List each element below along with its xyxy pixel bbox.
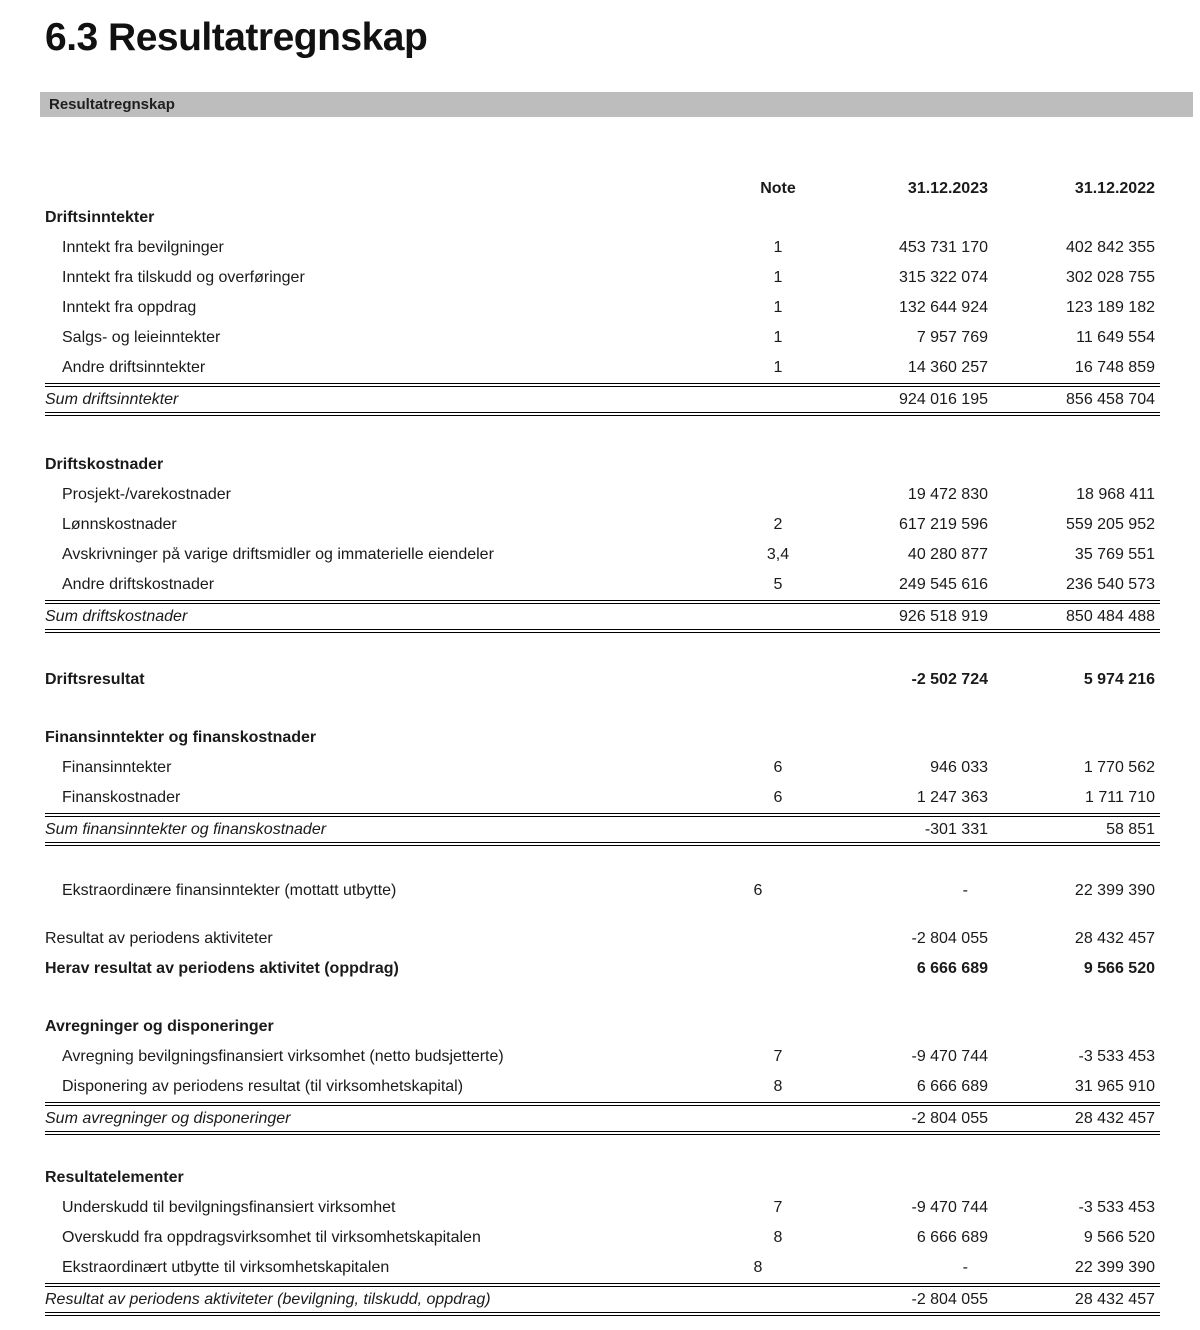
value-2022-cell: 28 432 457 xyxy=(1074,1109,1155,1127)
row-spacer xyxy=(45,1135,1160,1163)
row-label: Salgs- og leieinntekter xyxy=(62,330,221,346)
table-row xyxy=(45,924,1160,954)
value-2023-cell: -2 804 055 xyxy=(911,1109,988,1127)
row-label: Resultat av periodens aktiviteter xyxy=(45,931,273,947)
table-row xyxy=(45,233,1160,263)
value-2023-cell: -9 470 744 xyxy=(911,1199,988,1216)
row-spacer xyxy=(45,846,1160,876)
table-row xyxy=(45,813,1160,846)
note-cell: 1 xyxy=(773,239,783,256)
table-row xyxy=(45,293,1160,323)
note-cell: 7 xyxy=(773,1199,783,1216)
value-2022-cell: 123 189 182 xyxy=(1066,299,1155,316)
value-2023-cell: 617 219 596 xyxy=(899,516,988,533)
table-row xyxy=(45,1072,1160,1102)
table-row xyxy=(45,540,1160,570)
table-row xyxy=(45,570,1160,600)
value-2023-cell: -2 804 055 xyxy=(911,1290,988,1308)
note-cell: 6 xyxy=(753,882,763,899)
row-label: Sum driftskostnader xyxy=(45,608,188,625)
table-row xyxy=(45,1193,1160,1223)
table-row xyxy=(45,1253,1160,1283)
row-label: Ekstraordinære finansinntekter (mottatt utbytte) xyxy=(62,883,397,899)
note-cell: 8 xyxy=(753,1259,763,1276)
row-label: Inntekt fra oppdrag xyxy=(62,300,197,316)
income-statement-table xyxy=(45,175,1160,1316)
row-label: Sum driftsinntekter xyxy=(45,391,179,408)
value-2022-cell: 16 748 859 xyxy=(1074,359,1155,376)
value-2023-cell: 453 731 170 xyxy=(899,239,988,256)
row-label: Avregning bevilgningsfinansiert virksomhet (netto budsjetterte) xyxy=(62,1049,504,1065)
row-spacer xyxy=(45,416,1160,450)
value-2022-cell: 22 399 390 xyxy=(1074,882,1155,899)
table-row xyxy=(45,1163,1160,1193)
note-cell: 8 xyxy=(773,1078,783,1095)
value-2023-cell: 132 644 924 xyxy=(899,299,988,316)
table-row xyxy=(45,1223,1160,1253)
row-label: Driftsresultat xyxy=(45,672,145,688)
row-label: Herav resultat av periodens aktivitet (oppdrag) xyxy=(45,961,399,977)
row-label: Driftsinntekter xyxy=(45,210,155,226)
value-2023-cell: 924 016 195 xyxy=(899,390,988,408)
row-label: Ekstraordinært utbytte til virksomhetskapitalen xyxy=(62,1260,390,1276)
value-2022-cell: 31 965 910 xyxy=(1074,1078,1155,1095)
note-cell: 1 xyxy=(773,329,783,346)
value-2023-cell: 315 322 074 xyxy=(899,269,988,286)
note-cell: 3,4 xyxy=(766,546,790,563)
row-label: Andre driftskostnader xyxy=(62,577,215,593)
note-cell: 8 xyxy=(773,1229,783,1246)
value-2022-cell: 1 711 710 xyxy=(1085,789,1155,806)
note-cell: 6 xyxy=(773,789,783,806)
table-row xyxy=(45,383,1160,416)
value-2022-cell: -3 533 453 xyxy=(1078,1199,1155,1216)
value-2023-cell: 946 033 xyxy=(930,759,988,776)
table-row xyxy=(45,783,1160,813)
value-2022-cell: 9 566 520 xyxy=(1083,960,1155,977)
row-label: Overskudd fra oppdragsvirksomhet til virksomhetskapitalen xyxy=(62,1230,481,1246)
value-2022-cell: 302 028 755 xyxy=(1066,269,1155,286)
table-row xyxy=(45,665,1160,695)
table-row xyxy=(45,480,1160,510)
row-label: Inntekt fra tilskudd og overføringer xyxy=(62,270,305,286)
table-row xyxy=(45,876,1160,906)
value-2023-cell: 14 360 257 xyxy=(907,359,988,376)
table-row xyxy=(45,353,1160,383)
note-cell: 7 xyxy=(773,1048,783,1065)
row-label: Inntekt fra bevilgninger xyxy=(62,240,224,256)
value-2023-cell: 6 666 689 xyxy=(916,1229,988,1246)
row-label: Sum avregninger og disponeringer xyxy=(45,1110,291,1127)
row-label: Avregninger og disponeringer xyxy=(45,1019,274,1035)
column-header-note: Note xyxy=(760,180,796,197)
value-2022-cell: 35 769 551 xyxy=(1074,546,1155,563)
value-2022-cell: 1 770 562 xyxy=(1083,759,1155,776)
row-label: Finanskostnader xyxy=(62,790,181,806)
table-row xyxy=(45,753,1160,783)
row-label: Resultatelementer xyxy=(45,1170,184,1186)
row-label: Andre driftsinntekter xyxy=(62,360,206,376)
row-label: Finansinntekter og finanskostnader xyxy=(45,730,317,746)
value-2022-cell: 28 432 457 xyxy=(1074,930,1155,947)
table-caption-bar xyxy=(40,92,1193,117)
value-2022-cell: 58 851 xyxy=(1106,820,1155,838)
value-2022-cell: 850 484 488 xyxy=(1066,607,1155,625)
note-cell: 6 xyxy=(773,759,783,776)
table-row xyxy=(45,1283,1160,1316)
value-2022-cell: 402 842 355 xyxy=(1066,239,1155,256)
value-2022-cell: 236 540 573 xyxy=(1066,576,1155,593)
row-spacer xyxy=(45,906,1160,924)
table-row xyxy=(45,1042,1160,1072)
table-row xyxy=(45,203,1160,233)
column-header-row xyxy=(45,175,1160,203)
row-label: Underskudd til bevilgningsfinansiert virksomhet xyxy=(62,1200,396,1216)
value-2023-cell: 40 280 877 xyxy=(907,546,988,563)
note-cell: 1 xyxy=(773,299,783,316)
table-row xyxy=(45,263,1160,293)
row-label: Resultat av periodens aktiviteter (bevilgning, tilskudd, oppdrag) xyxy=(45,1291,491,1308)
value-2023-cell: -9 470 744 xyxy=(911,1048,988,1065)
table-row xyxy=(45,723,1160,753)
note-cell: 5 xyxy=(773,576,783,593)
table-caption: Resultatregnskap xyxy=(49,96,175,113)
table-row xyxy=(45,954,1160,984)
note-cell: 2 xyxy=(773,516,783,533)
column-header-2022: 31.12.2022 xyxy=(1074,180,1155,197)
value-2022-cell: 18 968 411 xyxy=(1076,486,1155,503)
value-2023-cell: -301 331 xyxy=(924,820,988,838)
row-label: Finansinntekter xyxy=(62,760,172,776)
note-cell: 1 xyxy=(773,359,783,376)
value-2022-cell: 28 432 457 xyxy=(1074,1290,1155,1308)
row-label: Avskrivninger på varige driftsmidler og immaterielle eiendeler xyxy=(62,547,494,563)
row-spacer xyxy=(45,984,1160,1012)
table-row xyxy=(45,1012,1160,1042)
value-2023-cell: - xyxy=(962,882,968,899)
value-2023-cell: 19 472 830 xyxy=(907,486,988,503)
value-2023-cell: 6 666 689 xyxy=(916,1078,988,1095)
value-2023-cell: 6 666 689 xyxy=(916,960,988,977)
table-row xyxy=(45,600,1160,633)
note-cell: 1 xyxy=(773,269,783,286)
column-header-2023: 31.12.2023 xyxy=(907,180,988,197)
value-2023-cell: 249 545 616 xyxy=(899,576,988,593)
value-2023-cell: - xyxy=(962,1259,968,1276)
table-row xyxy=(45,1102,1160,1135)
value-2023-cell: -2 804 055 xyxy=(911,930,988,947)
row-label: Lønnskostnader xyxy=(62,517,177,533)
value-2022-cell: -3 533 453 xyxy=(1078,1048,1155,1065)
row-label: Disponering av periodens resultat (til virksomhetskapital) xyxy=(62,1079,464,1095)
value-2022-cell: 5 974 216 xyxy=(1083,671,1155,688)
row-spacer xyxy=(45,695,1160,723)
value-2023-cell: 7 957 769 xyxy=(916,329,988,346)
value-2022-cell: 9 566 520 xyxy=(1083,1229,1155,1246)
row-label: Prosjekt-/varekostnader xyxy=(62,487,231,503)
row-label: Driftskostnader xyxy=(45,457,164,473)
table-row xyxy=(45,510,1160,540)
value-2023-cell: -2 502 724 xyxy=(911,671,988,688)
value-2022-cell: 11 649 554 xyxy=(1076,329,1155,346)
value-2023-cell: 926 518 919 xyxy=(899,607,988,625)
value-2022-cell: 559 205 952 xyxy=(1066,516,1155,533)
page-title: 6.3 Resultatregnskap xyxy=(45,16,428,59)
value-2022-cell: 856 458 704 xyxy=(1066,390,1155,408)
row-spacer xyxy=(45,633,1160,665)
table-row xyxy=(45,323,1160,353)
value-2022-cell: 22 399 390 xyxy=(1074,1259,1155,1276)
value-2023-cell: 1 247 363 xyxy=(916,789,988,806)
table-row xyxy=(45,450,1160,480)
row-label: Sum finansinntekter og finanskostnader xyxy=(45,821,327,838)
